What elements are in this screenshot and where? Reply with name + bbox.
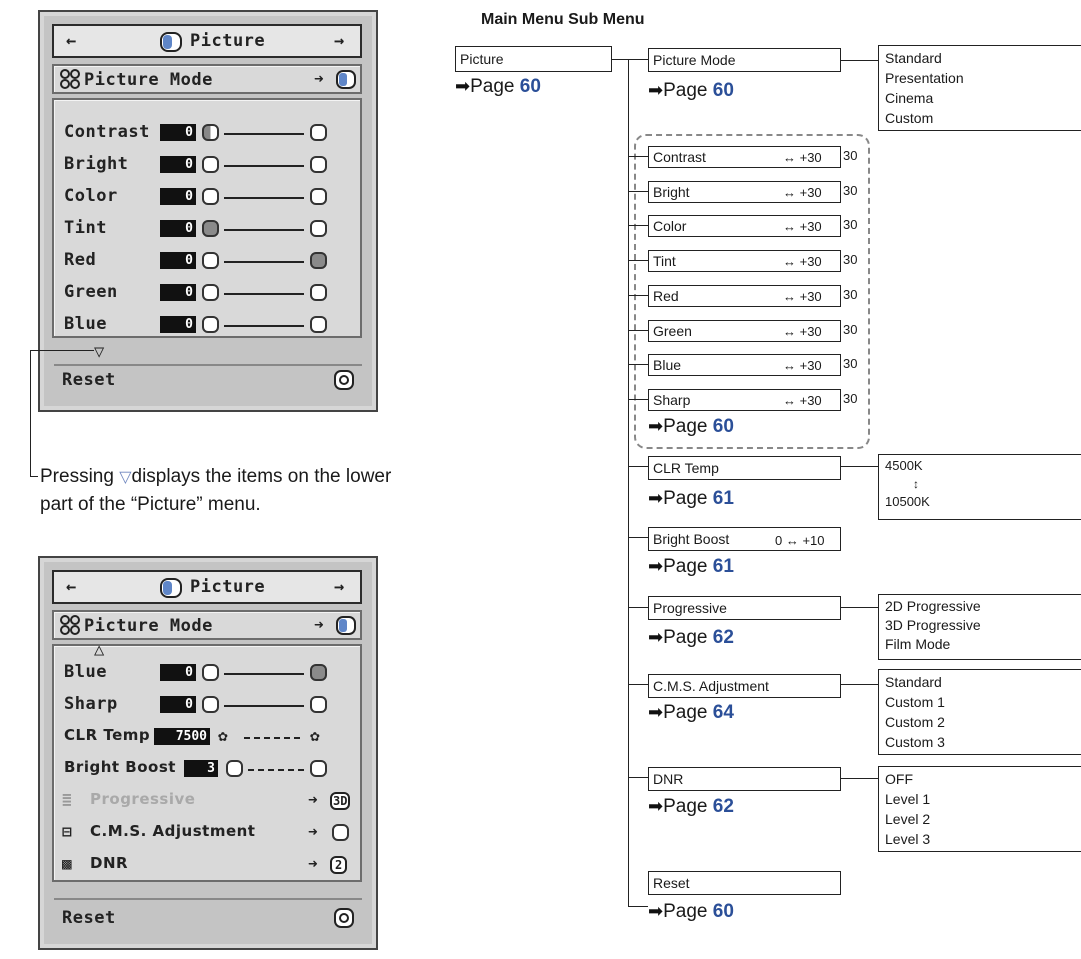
3d-icon: 3D [330,792,350,810]
page-word: Page [663,901,708,922]
caption-post: displays the items on the lower [131,466,392,487]
connector-line [628,399,648,400]
reset-label[interactable]: Reset [62,908,116,928]
caption [40,463,480,518]
option[interactable]: Standard [885,674,942,690]
slider-track[interactable] [224,165,304,167]
arrow-right-icon: ➡ [648,80,664,100]
fan-low-icon: ✿ [218,726,228,745]
color-high-icon [310,188,327,205]
page-ref [648,556,734,578]
connector-line [628,225,648,226]
picture-mode-icon [60,69,80,93]
bright-boost-label: Bright Boost [653,531,730,547]
osd-row[interactable] [54,314,360,338]
picture-icon [160,578,182,602]
page-ref [648,488,734,510]
osd-row[interactable] [54,154,360,178]
slider-track[interactable] [244,737,300,739]
trunk-line [628,59,629,907]
slider-track[interactable] [224,197,304,199]
sharp-high-icon [310,696,327,713]
arrow-right-icon: ➡ [648,556,664,576]
arrow-right-icon: ➡ [648,901,664,921]
dnr-icon: ▩ [62,854,72,873]
submenu-adjust-item[interactable] [648,389,841,411]
slider-track[interactable] [224,133,304,135]
row-value: 0 [160,124,196,141]
row-value: 0 [160,696,196,713]
connector-line [841,607,878,608]
dnr-row[interactable] [54,854,360,878]
adjust-range-neg: 30 [843,217,858,232]
row-label: Sharp [64,694,118,714]
connector-line [628,330,648,331]
row-value: 7500 [154,728,210,745]
red-low-icon [202,252,219,269]
adjust-item-label: Blue [653,357,682,373]
option[interactable]: Custom 1 [885,694,945,710]
adjust-range: ↔ +30 [783,358,822,373]
reset-icon[interactable] [334,370,354,394]
option[interactable]: OFF [885,771,913,787]
row-label: Bright [64,154,129,174]
page-word: Page [663,702,708,723]
connector-line [841,60,878,61]
cms-mode-icon [332,824,349,841]
slider-track[interactable] [248,769,304,771]
connector-line [628,466,648,467]
left-arrow-icon[interactable]: ← [66,31,77,51]
adjust-range: ↔ +30 [783,254,822,269]
adjust-pane [52,98,362,338]
adjust-range-neg: 30 [843,322,858,337]
connector-line [628,260,648,261]
arrow-right-icon: ➡ [648,416,664,436]
adjust-item-label: Tint [653,253,676,269]
arrow-right-icon: ➡ [648,627,664,647]
option[interactable]: Level 2 [885,811,931,827]
picture-mode-label: Picture Mode [84,70,213,90]
row-label: Red [64,250,97,270]
osd-menu-bottom [38,556,378,950]
arrow-right-icon: ➡ [648,702,664,722]
options-progressive [878,594,1081,660]
connector-line [30,350,94,351]
boost-high-icon [310,760,327,777]
page-ref [648,416,734,438]
submenu-adjust-item[interactable] [648,285,841,307]
option[interactable]: Level 1 [885,791,931,807]
adjust-item-label: Green [653,323,692,339]
options-clr-temp [878,454,1081,520]
row-label: CLR Temp [64,726,151,744]
caption-line2: part of the “Picture” menu. [40,494,261,515]
option[interactable]: Level 3 [885,831,931,847]
row-label: Green [64,282,118,302]
page-num: 62 [712,796,734,817]
osd-row[interactable] [54,726,360,750]
page-word: Page [663,556,708,577]
adjust-pane [52,640,362,882]
adjust-range-neg: 30 [843,148,858,163]
option[interactable]: 4500K [885,458,923,473]
boost-low-icon [226,760,243,777]
blue-low-icon [202,316,219,333]
row-value: 3 [184,760,218,777]
left-arrow-icon[interactable]: ← [66,577,77,597]
blue-high-icon [310,664,327,681]
sharp-low-icon [202,696,219,713]
page-ref [648,702,734,724]
options-picture-mode [878,45,1081,131]
osd-row[interactable] [54,122,360,146]
blue-high-icon [310,316,327,333]
cms-label: C.M.S. Adjustment [90,822,256,840]
adjust-range: ↔ +30 [783,289,822,304]
divider [54,898,362,900]
picture-mode-label: Picture Mode [84,616,213,636]
connector-line [30,476,38,477]
divider [54,364,362,366]
page-num: 61 [712,556,734,577]
osd-header [52,24,362,58]
bright-low-icon [202,156,219,173]
options-cms [878,669,1081,755]
option[interactable]: 2D Progressive [885,598,981,614]
osd-row[interactable] [54,250,360,274]
page-word: Page [470,76,515,97]
option[interactable]: Custom 3 [885,734,945,750]
osd-row[interactable] [54,186,360,210]
page-ref [648,627,734,649]
option[interactable]: 3D Progressive [885,617,981,633]
progressive-row[interactable] [54,790,360,814]
submenu-adjust-item[interactable] [648,354,841,376]
picture-mode-row[interactable] [52,610,362,640]
right-arrow-icon[interactable]: → [334,31,345,51]
row-value: 0 [160,664,196,681]
bright-boost-range: 0 ↔ +10 [775,533,825,548]
osd-row[interactable] [54,282,360,306]
adjust-range-neg: 30 [843,183,858,198]
page-ref [648,796,734,818]
connector-line [612,59,648,60]
osd-row[interactable] [54,662,360,686]
level-2-icon: 2 [330,856,347,874]
connector-line [628,607,648,608]
slider-track[interactable] [224,325,304,327]
submenu-reset[interactable]: Reset [648,871,841,895]
page-word: Page [663,488,708,509]
connector-line [628,295,648,296]
adjust-item-label: Color [653,218,687,234]
connector-line [30,350,31,477]
row-value: 0 [160,220,196,237]
connector-line [628,191,648,192]
option[interactable]: Custom 2 [885,714,945,730]
submenu-adjust-item[interactable] [648,250,841,272]
submenu-adjust-item[interactable] [648,146,841,168]
adjust-range-neg: 30 [843,287,858,302]
row-value: 0 [160,188,196,205]
option[interactable]: Standard [885,50,942,66]
arrow-right-icon: ➡ [648,488,664,508]
adjust-range: ↔ +30 [783,150,822,165]
page-num: 62 [712,627,734,648]
row-label: Contrast [64,122,150,142]
page-num: 64 [712,702,734,723]
adjust-item-label: Contrast [653,149,706,165]
main-page-ref [455,76,541,98]
page-word: Page [663,80,708,101]
options-dnr [878,766,1081,852]
page-word: Page [663,796,708,817]
red-high-icon [310,252,327,269]
enter-arrow-icon: ➜ [308,822,318,841]
reset-icon[interactable] [334,908,354,932]
page-num: 60 [712,416,734,437]
picture-icon [160,32,182,56]
adjust-range-neg: 30 [843,391,858,406]
osd-row[interactable] [54,694,360,718]
row-label: Color [64,186,118,206]
progressive-icon: ≣ [62,790,72,809]
contrast-high-icon [310,124,327,141]
enter-arrow-icon: ➜ [308,790,318,809]
row-value: 0 [160,156,196,173]
color-low-icon [202,188,219,205]
row-label: Bright Boost [64,758,176,776]
mode-icon [336,70,356,93]
down-triangle-icon: ▽ [119,469,132,486]
slider-track[interactable] [224,261,304,263]
row-value: 0 [160,252,196,269]
mode-icon [336,616,356,639]
connector-line [841,778,878,779]
adjust-range-neg: 30 [843,356,858,371]
connector-line [841,466,878,467]
osd-header [52,570,362,604]
arrow-right-icon: ➡ [455,76,471,96]
slider-track[interactable] [224,673,304,675]
row-value: 0 [160,316,196,333]
connector-line [628,906,648,907]
connector-line [628,156,648,157]
submenu-picture-mode[interactable]: Picture Mode [648,48,841,72]
enter-arrow-icon: ➜ [314,69,324,88]
adjust-range: ↔ +30 [783,324,822,339]
diagram-heading: Main Menu Sub Menu [481,11,645,28]
page-num: 61 [712,488,734,509]
adjust-range: ↔ +30 [783,185,822,200]
adjust-range: ↔ +30 [783,219,822,234]
blue-low-icon [202,664,219,681]
osd-title: Picture [190,577,266,597]
submenu-dnr[interactable]: DNR [648,767,841,791]
arrow-right-icon: ➡ [648,796,664,816]
reset-label[interactable]: Reset [62,370,116,390]
submenu-adjust-item[interactable] [648,215,841,237]
connector-line [628,777,648,778]
progressive-label: Progressive [90,790,196,808]
connector-line [841,684,878,685]
option[interactable]: 10500K [885,494,930,509]
picture-mode-row[interactable] [52,64,362,94]
option[interactable]: Presentation [885,70,964,86]
cms-icon: ⊟ [62,822,72,841]
connector-line [628,364,648,365]
slider-track[interactable] [224,705,304,707]
bright-high-icon [310,156,327,173]
main-menu-picture[interactable]: Picture [455,46,612,72]
row-label: Tint [64,218,107,238]
option[interactable]: Custom [885,110,934,126]
page-ref [648,901,734,923]
enter-arrow-icon: ➜ [308,854,318,873]
submenu-clr-temp[interactable]: CLR Temp [648,456,841,480]
osd-title: Picture [190,31,266,51]
adjust-range: ↔ +30 [783,393,822,408]
submenu-adjust-item[interactable] [648,320,841,342]
cms-row[interactable] [54,822,360,846]
page-num: 60 [712,901,734,922]
connector-line [628,537,648,538]
option[interactable]: Cinema [885,90,934,106]
osd-row[interactable] [54,758,360,782]
page-ref [648,80,734,102]
tint-high-icon [310,220,327,237]
contrast-low-icon [202,124,219,141]
picture-mode-icon [60,615,80,639]
submenu-cms[interactable]: C.M.S. Adjustment [648,674,841,698]
adjust-range-neg: 30 [843,252,858,267]
fan-high-icon: ✿ [310,726,320,745]
adjust-item-label: Red [653,288,679,304]
caption-pre: Pressing [40,466,120,487]
row-value: 0 [160,284,196,301]
slider-track[interactable] [224,229,304,231]
page-word: Page [663,627,708,648]
osd-row[interactable] [54,218,360,242]
connector-line [628,684,648,685]
slider-track[interactable] [224,293,304,295]
green-high-icon [310,284,327,301]
page-num: 60 [519,76,541,97]
option[interactable]: Film Mode [885,636,951,652]
osd-menu-top [38,10,378,412]
dnr-label: DNR [90,854,129,872]
submenu-progressive[interactable]: Progressive [648,596,841,620]
scroll-up-icon[interactable]: △ [94,640,105,660]
page-word: Page [663,416,708,437]
row-label: Blue [64,314,107,334]
submenu-adjust-item[interactable] [648,181,841,203]
range-arrow-icon: ↕ [913,477,919,491]
adjust-item-label: Sharp [653,392,691,408]
submenu-bright-boost[interactable] [648,527,841,551]
tint-low-icon [202,220,219,237]
enter-arrow-icon: ➜ [314,615,324,634]
scroll-down-icon[interactable]: ▽ [94,342,105,362]
right-arrow-icon[interactable]: → [334,577,345,597]
page-num: 60 [712,80,734,101]
adjust-item-label: Bright [653,184,690,200]
green-low-icon [202,284,219,301]
row-label: Blue [64,662,107,682]
